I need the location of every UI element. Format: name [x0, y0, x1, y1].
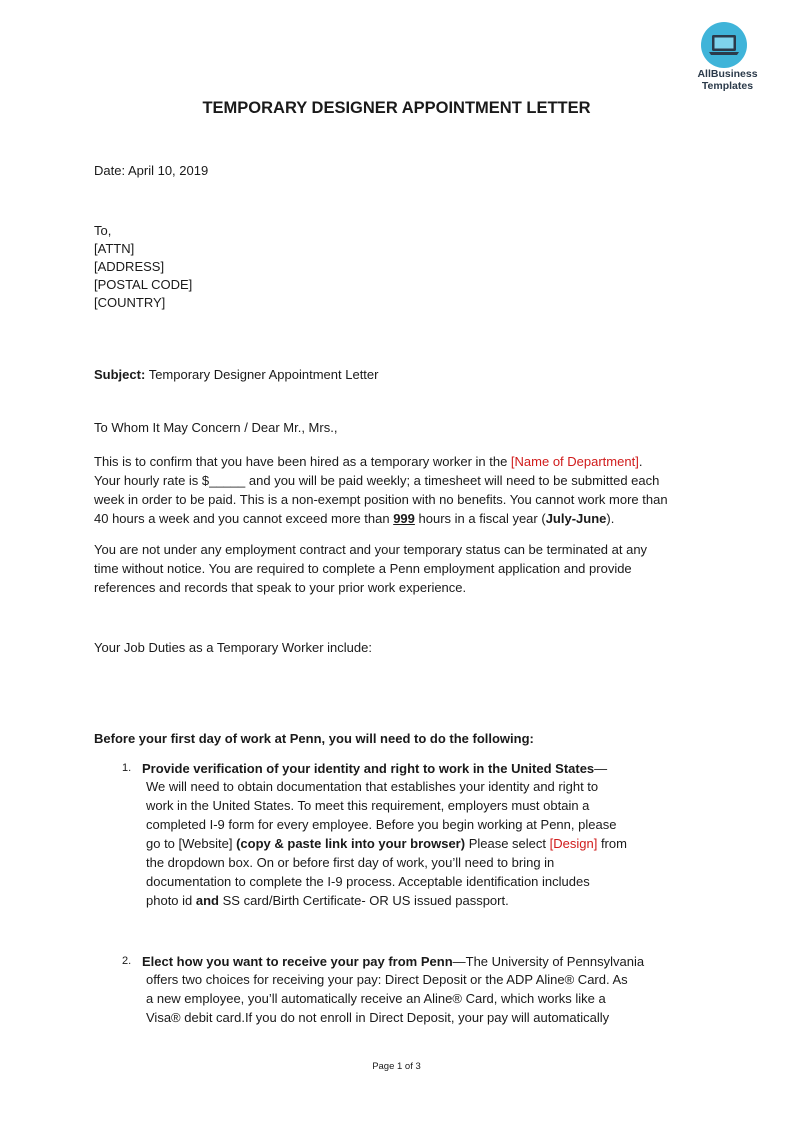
- letter-date: Date: April 10, 2019: [94, 163, 209, 178]
- subject-text: Temporary Designer Appointment Letter: [148, 367, 379, 382]
- fiscal-year: July-June: [545, 511, 607, 526]
- address-to: To,: [94, 223, 112, 238]
- copy-paste-note: (copy & paste link into your browser): [236, 836, 466, 851]
- item1-line7: [146, 891, 509, 910]
- salutation: To Whom It May Concern / Dear Mr., Mrs.,: [94, 420, 338, 435]
- para2-line1: You are not under any employment contract and your temporary status can be terminated at any: [94, 542, 648, 557]
- para1-text: ).: [606, 511, 615, 526]
- para1-text: hours in a fiscal year (: [414, 511, 546, 526]
- item2-heading-line: [142, 952, 644, 971]
- logo-text-line1: AllBusiness: [697, 68, 758, 80]
- laptop-icon: [701, 22, 747, 68]
- item1-line1: We will need to obtain documentation that establishes your identity and right to: [146, 779, 599, 794]
- para1-line1: [94, 452, 642, 471]
- item2-line1: offers two choices for receiving your pay: Direct Deposit or the ADP Aline® Card. As: [146, 972, 628, 987]
- before-first-day-heading: Before your first day of work at Penn, you will need to do the following:: [94, 731, 534, 746]
- item1-line3: completed I-9 form for every employee. Before you begin working at Penn, please: [146, 817, 617, 832]
- para1-period: .: [638, 454, 643, 469]
- page-number: Page 1 of 3: [372, 1061, 421, 1072]
- address-attn: [ATTN]: [94, 241, 135, 256]
- item1-text: SS card/Birth Certificate- OR US issued passport.: [219, 893, 509, 908]
- item2-heading: Elect how you want to receive your pay from Penn: [142, 954, 453, 969]
- item2-line2: a new employee, you’ll automatically receive an Aline® Card, which works like a: [146, 991, 606, 1006]
- item1-text: from: [597, 836, 627, 851]
- para1-text: 40 hours a week and you cannot exceed more than: [94, 511, 394, 526]
- logo-badge: [701, 22, 747, 68]
- item1-line5: the dropdown box. On or before first day of work, you’ll need to bring in: [146, 855, 555, 870]
- item1-heading-line: [142, 759, 607, 778]
- item1-line2: work in the United States. To meet this requirement, employers must obtain a: [146, 798, 590, 813]
- item1-text: Please select: [465, 836, 550, 851]
- para1-line2: Your hourly rate is $_____ and you will be paid weekly; a timesheet will need to be submitted each: [94, 473, 660, 488]
- address-street: [ADDRESS]: [94, 259, 165, 274]
- job-duties-intro: Your Job Duties as a Temporary Worker include:: [94, 640, 372, 655]
- para2-line2: time without notice. You are required to complete a Penn employment application and provide: [94, 561, 632, 576]
- item1-and: and: [195, 893, 219, 908]
- para1-line3: week in order to be paid. This is a non-exempt position with no benefits. You cannot work more than: [94, 492, 668, 507]
- item2-line3: Visa® debit card.If you do not enroll in Direct Deposit, your pay will automatically: [146, 1010, 610, 1025]
- para1-text: This is to confirm that you have been hired as a temporary worker in the: [94, 454, 511, 469]
- page-title: TEMPORARY DESIGNER APPOINTMENT LETTER: [202, 99, 591, 117]
- item1-text: go to [Website]: [146, 836, 237, 851]
- item2-text: —The University of Pennsylvania: [452, 954, 645, 969]
- item1-heading: Provide verification of your identity and right to work in the United States: [142, 761, 595, 776]
- list-number: 1.: [122, 762, 132, 774]
- item1-line6: documentation to complete the I-9 process. Acceptable identification includes: [146, 874, 590, 889]
- logo-text-line2: Templates: [701, 80, 754, 92]
- department-placeholder: [Name of Department]: [510, 454, 639, 469]
- address-country: [COUNTRY]: [94, 295, 166, 310]
- list-number: 2.: [122, 955, 132, 967]
- design-placeholder: [Design]: [549, 836, 598, 851]
- item1-text: photo id: [146, 893, 196, 908]
- subject-line: [94, 365, 378, 384]
- para1-line4: [94, 509, 614, 528]
- item1-line4: [146, 834, 627, 853]
- subject-label: Subject:: [94, 367, 146, 382]
- para2-line3: references and records that speak to your prior work experience.: [94, 580, 467, 595]
- max-hours: 999: [393, 511, 415, 526]
- item1-dash: —: [594, 761, 608, 776]
- address-postal: [POSTAL CODE]: [94, 277, 193, 292]
